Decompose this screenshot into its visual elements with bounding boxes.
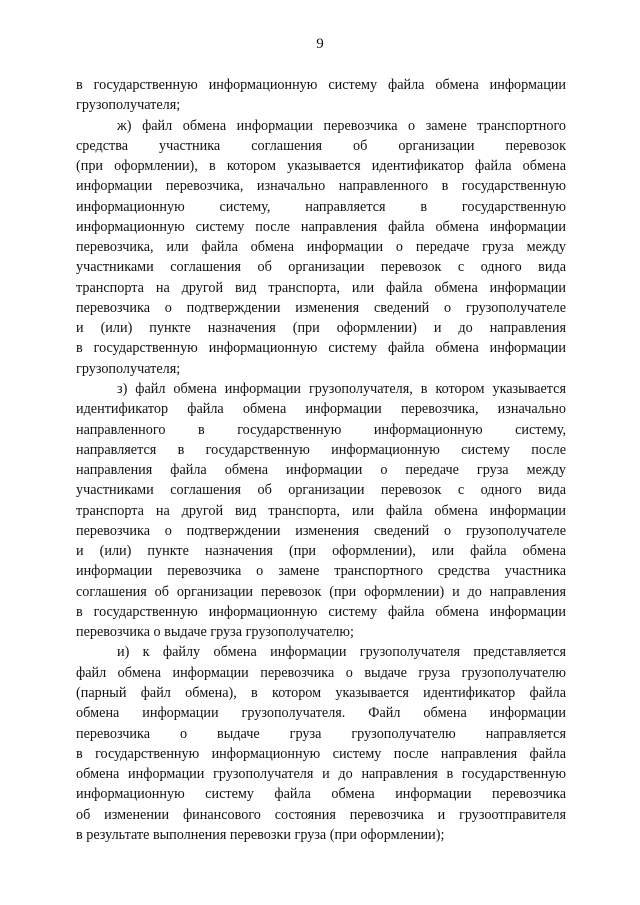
paragraph-item-z [76, 379, 566, 642]
text-line: информационную систему, направляется в государственную [76, 198, 566, 215]
text-line: направленного в государственную информационную систему, [76, 421, 566, 438]
text-line: обмена информации грузополучателя. Файл обмена информации [76, 705, 566, 722]
text-line: в государственную информационную систему после направления файла [76, 745, 566, 762]
text-line: з) файл обмена информации грузополучателя, в котором указывается [117, 380, 566, 397]
text-line: перевозчика о выдаче груза грузополучателю; [76, 624, 354, 641]
text-line: файл обмена информации перевозчика о выдаче груза грузополучателю [76, 664, 566, 681]
text-line: (при оформлении), в котором указывается идентификатор файла обмена [76, 158, 566, 175]
body-text [76, 75, 566, 845]
paragraph-item-i [76, 642, 566, 845]
text-line: и (или) пункте назначения (при оформлении), или файла обмена [76, 543, 566, 560]
text-line: в государственную информационную систему файла обмена информации [76, 77, 566, 93]
text-line: перевозчика о выдаче груза грузополучателю направляется [76, 725, 566, 742]
text-line: грузополучателя; [76, 97, 181, 114]
text-line: перевозчика, или файла обмена информации о передаче груза между [76, 239, 566, 256]
text-line: в государственную информационную систему файла обмена информации [76, 340, 566, 357]
text-line: перевозчика о подтверждении изменения сведений о грузополучателе [76, 522, 566, 539]
text-line: транспорта на другой вид транспорта, или файла обмена информации [76, 279, 566, 296]
text-line: информации перевозчика, изначально направленного в государственную [76, 178, 566, 195]
paragraph-continuation [76, 75, 566, 116]
text-line: и) к файлу обмена информации грузополучателя представляется [117, 644, 566, 661]
text-line: ж) файл обмена информации перевозчика о замене транспортного [117, 117, 566, 134]
page-number: 9 [316, 36, 324, 52]
text-line: средства участника соглашения об организации перевозок [76, 137, 566, 154]
text-line: информационную систему файла обмена информации перевозчика [76, 786, 566, 803]
text-line: в государственную информационную систему файла обмена информации [76, 603, 566, 620]
text-line: соглашения об организации перевозок (при оформлении) и до направления [76, 583, 566, 600]
text-line: информации перевозчика о замене транспортного средства участника [76, 563, 566, 580]
paragraph-item-zh [76, 116, 566, 379]
text-line: грузополучателя; [76, 360, 181, 377]
text-line: об изменении финансового состояния перевозчика и грузоотправителя [76, 806, 566, 823]
text-line: участниками соглашения об организации перевозок с одного вида [76, 482, 566, 499]
text-line: (парный файл обмена), в котором указывается идентификатор файла [76, 684, 566, 701]
text-line: идентификатор файла обмена информации перевозчика, изначально [76, 401, 566, 418]
text-line: и (или) пункте назначения (при оформлении) и до направления [76, 320, 566, 337]
text-line: обмена информации грузополучателя и до направления в государственную [76, 766, 566, 783]
text-line: транспорта на другой вид транспорта, или файла обмена информации [76, 502, 566, 519]
text-line: перевозчика о подтверждении изменения сведений о грузополучателе [76, 299, 566, 316]
text-line: направляется в государственную информационную систему после [76, 441, 566, 458]
text-line: информационную систему после направления файла обмена информации [76, 218, 566, 235]
text-line: в результате выполнения перевозки груза (при оформлении); [76, 826, 445, 843]
text-line: участниками соглашения об организации перевозок с одного вида [76, 259, 566, 276]
text-line: направления файла обмена информации о передаче груза между [76, 462, 566, 479]
